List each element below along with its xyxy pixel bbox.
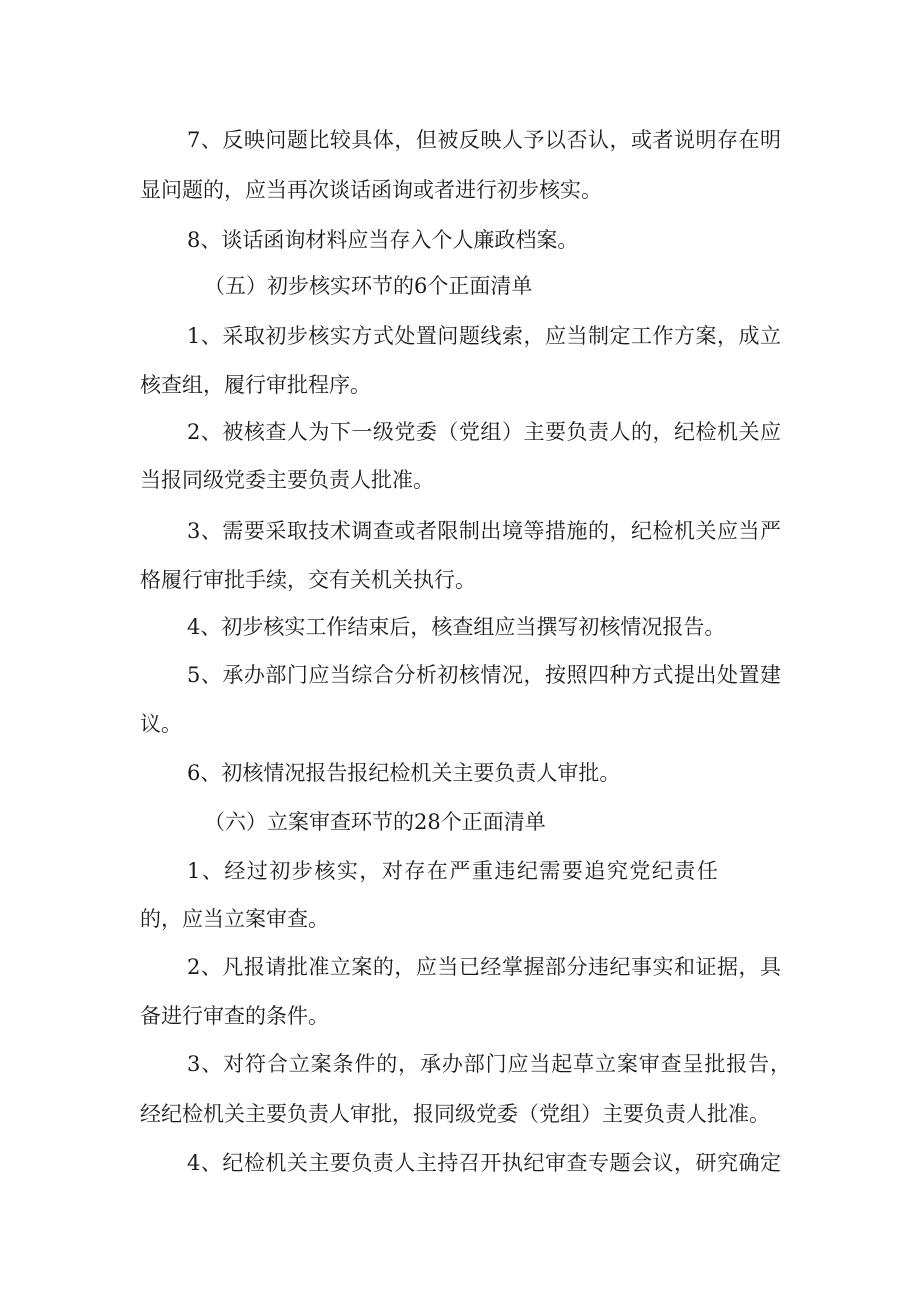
- paragraph-line: 7、反映问题比较具体，但被反映人予以否认，或者说明存在明: [187, 128, 781, 152]
- paragraph-line: 4、初步核实工作结束后，核查组应当撰写初核情况报告。: [187, 615, 726, 639]
- paragraph-line: 6、初核情况报告报纪检机关主要负责人审批。: [187, 761, 621, 785]
- paragraph-line: 5、承办部门应当综合分析初核情况，按照四种方式提出处置建: [187, 663, 781, 687]
- section-heading: （五）初步核实环节的6个正面清单: [204, 274, 533, 298]
- paragraph-line: 的，应当立案审查。: [140, 907, 329, 931]
- paragraph-line: 2、被核查人为下一级党委（党组）主要负责人的，纪检机关应: [187, 420, 781, 444]
- section-heading: （六）立案审查环节的28个正面清单: [204, 810, 546, 834]
- paragraph-line: 备进行审查的条件。: [140, 1004, 329, 1028]
- paragraph-line: 议。: [140, 712, 182, 736]
- paragraph-line: 显问题的，应当再次谈话函询或者进行初步核实。: [140, 178, 602, 202]
- paragraph-line: 当报同级党委主要负责人批准。: [140, 468, 434, 492]
- paragraph-line: 核查组，履行审批程序。: [140, 373, 371, 397]
- paragraph-line: 3、需要采取技术调查或者限制出境等措施的，纪检机关应当严: [187, 519, 781, 543]
- paragraph-line: 格履行审批手续，交有关机关执行。: [140, 568, 476, 592]
- paragraph-line: 经纪检机关主要负责人审批，报同级党委（党组）主要负责人批准。: [140, 1102, 770, 1126]
- paragraph-line: 3、对符合立案条件的，承办部门应当起草立案审查呈批报告，: [187, 1052, 791, 1076]
- paragraph-line: 2、凡报请批准立案的，应当已经掌握部分违纪事实和证据，具: [187, 955, 781, 979]
- paragraph-line: 1、经过初步核实，对存在严重违纪需要追究党纪责任: [187, 859, 720, 883]
- paragraph-line: 1、采取初步核实方式处置问题线索，应当制定工作方案，成立: [187, 324, 781, 348]
- paragraph-line: 8、谈话函询材料应当存入个人廉政档案。: [187, 228, 579, 252]
- paragraph-line: 4、纪检机关主要负责人主持召开执纪审查专题会议，研究确定: [187, 1151, 781, 1175]
